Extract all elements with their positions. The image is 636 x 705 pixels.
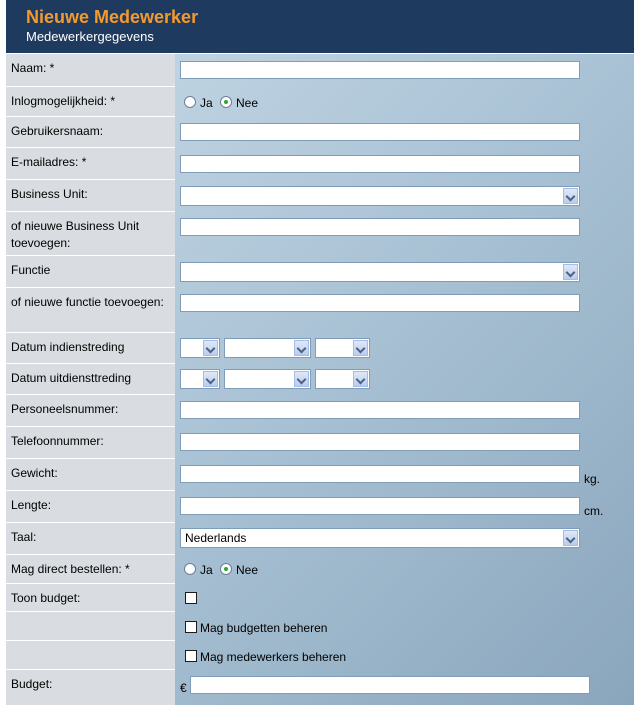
page-title: Nieuwe Medewerker xyxy=(26,7,199,27)
form-header xyxy=(6,0,634,53)
gebruikersnaam-input[interactable] xyxy=(180,123,580,141)
budgetten-beheren-checkbox[interactable] xyxy=(185,621,197,633)
row-bestellen xyxy=(6,555,634,584)
indienst-day-select[interactable] xyxy=(180,338,220,358)
label-bestellen: Mag direct bestellen: * xyxy=(6,555,175,584)
taal-select[interactable] xyxy=(180,528,580,548)
page-subtitle: Medewerkergegevens xyxy=(26,29,154,44)
lengte-unit: cm. xyxy=(584,504,604,518)
chevron-down-icon[interactable] xyxy=(563,530,578,546)
uitdienst-day-select[interactable] xyxy=(180,369,220,389)
bestellen-nee-radio[interactable] xyxy=(220,563,232,575)
label-empty xyxy=(6,612,175,641)
indienst-year-select[interactable] xyxy=(315,338,370,358)
label-nieuwe-bu: of nieuwe Business Unit toevoegen: xyxy=(6,212,175,256)
gewicht-input[interactable] xyxy=(180,465,580,483)
telefoon-input[interactable] xyxy=(180,433,580,451)
row-inlog xyxy=(6,87,634,117)
label-budget: Budget: xyxy=(11,677,53,691)
euro-sign: € xyxy=(180,681,187,695)
chevron-down-icon[interactable] xyxy=(294,371,309,387)
toon-budget-checkbox[interactable] xyxy=(185,592,197,604)
bestellen-ja-label: Ja xyxy=(200,563,213,577)
chevron-down-icon[interactable] xyxy=(563,264,578,280)
email-input[interactable] xyxy=(180,155,580,173)
label-indienst: Datum indienstreding xyxy=(6,333,175,364)
label-functie: Functie xyxy=(6,256,175,288)
label-personeelsnummer: Personeelsnummer: xyxy=(6,395,175,427)
budget-input[interactable] xyxy=(190,676,590,694)
label-empty xyxy=(6,641,175,670)
chevron-down-icon[interactable] xyxy=(353,371,368,387)
row-toon-budget xyxy=(6,584,634,612)
lengte-input[interactable] xyxy=(180,497,580,515)
bestellen-nee-label: Nee xyxy=(236,563,259,577)
indienst-month-select[interactable] xyxy=(224,338,311,358)
nieuwe-functie-input[interactable] xyxy=(180,294,580,312)
inlog-nee-radio[interactable] xyxy=(220,96,232,108)
chevron-down-icon[interactable] xyxy=(353,340,368,356)
naam-input[interactable] xyxy=(180,61,580,79)
inlog-nee-label: Nee xyxy=(236,96,259,110)
label-nieuwe-functie: of nieuwe functie toevoegen: xyxy=(6,288,175,333)
label-toon-budget: Toon budget: xyxy=(6,584,175,612)
medewerkers-beheren-checkbox[interactable] xyxy=(185,650,197,662)
label-gewicht: Gewicht: xyxy=(6,459,175,491)
label-telefoon: Telefoonnummer: xyxy=(6,427,175,459)
chevron-down-icon[interactable] xyxy=(203,371,218,387)
uitdienst-year-select[interactable] xyxy=(315,369,370,389)
uitdienst-month-select[interactable] xyxy=(224,369,311,389)
chevron-down-icon[interactable] xyxy=(203,340,218,356)
label-business-unit: Business Unit: xyxy=(6,180,175,212)
taal-value: Nederlands xyxy=(185,531,247,545)
inlog-ja-radio[interactable] xyxy=(184,96,196,108)
functie-select[interactable] xyxy=(180,262,580,282)
budgetten-beheren-label: Mag budgetten beheren xyxy=(200,621,328,635)
business-unit-select[interactable] xyxy=(180,186,580,206)
personeelsnummer-input[interactable] xyxy=(180,401,580,419)
label-gebruikersnaam: Gebruikersnaam: xyxy=(6,117,175,148)
chevron-down-icon[interactable] xyxy=(294,340,309,356)
label-naam: Naam: * xyxy=(6,54,175,87)
label-uitdienst: Datum uitdiensttreding xyxy=(6,364,175,395)
inlog-ja-label: Ja xyxy=(200,96,213,110)
label-lengte: Lengte: xyxy=(6,491,175,523)
medewerkers-beheren-label: Mag medewerkers beheren xyxy=(200,650,347,664)
nieuwe-bu-input[interactable] xyxy=(180,218,580,236)
gewicht-unit: kg. xyxy=(584,472,601,486)
label-taal: Taal: xyxy=(6,523,175,555)
bestellen-ja-radio[interactable] xyxy=(184,563,196,575)
label-email: E-mailadres: * xyxy=(6,148,175,180)
chevron-down-icon[interactable] xyxy=(563,188,578,204)
label-inlog: Inlogmogelijkheid: * xyxy=(6,87,175,117)
